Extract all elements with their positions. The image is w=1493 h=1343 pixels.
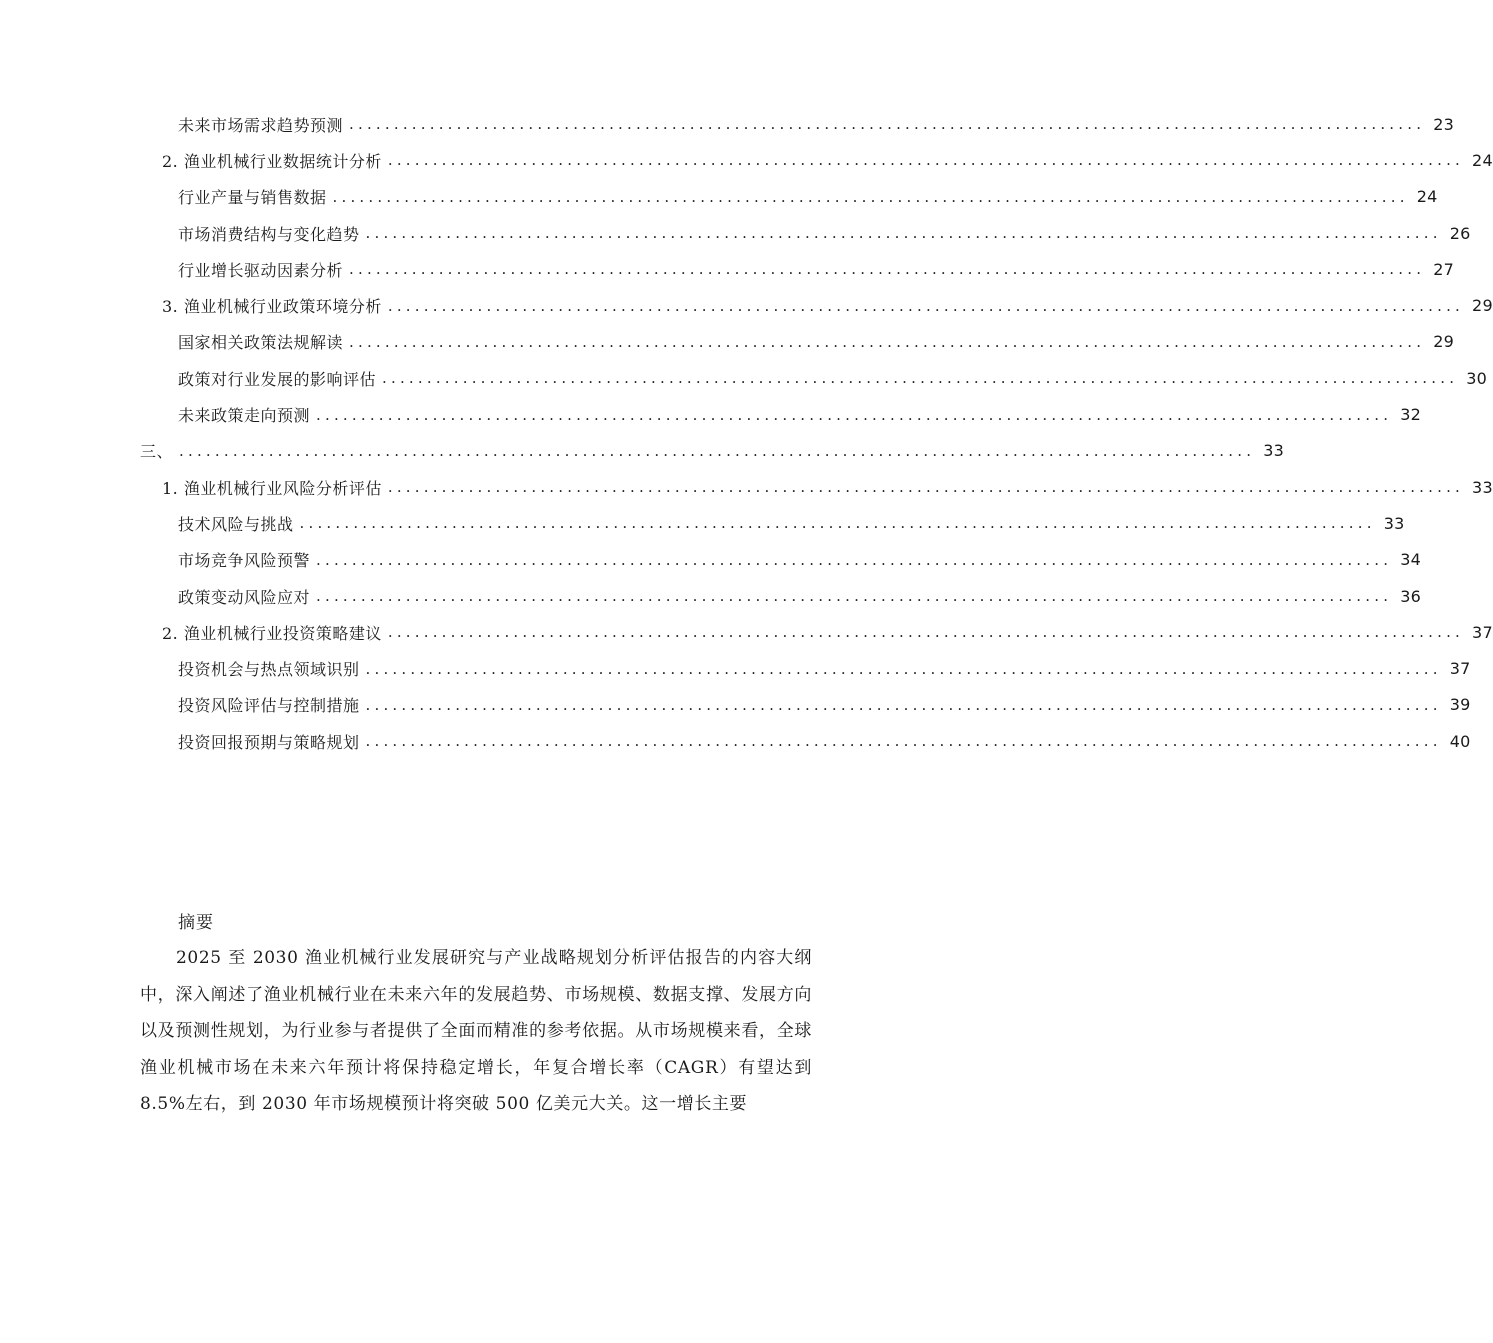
toc-page-number: 37 bbox=[1449, 659, 1471, 679]
toc-page-number: 30 bbox=[1466, 368, 1488, 388]
toc-entry-title: 三、 bbox=[140, 442, 174, 462]
toc-entry-title: 行业增长驱动因素分析 bbox=[178, 260, 344, 280]
toc-entry-title: 1. 渔业机械行业风险分析评估 bbox=[162, 478, 382, 498]
toc-leader-dots: ........................................................................................................................ bbox=[349, 260, 1426, 279]
toc-leader-dots: ........................................................................................................................ bbox=[299, 514, 1376, 533]
toc-entry[interactable] bbox=[0, 360, 1488, 396]
toc-entry[interactable] bbox=[0, 287, 1493, 323]
toc-leader-dots: ........................................................................................................................ bbox=[387, 623, 1465, 642]
toc-entry-title: 行业产量与销售数据 bbox=[178, 188, 327, 208]
toc-leader-dots: ........................................................................................................................ bbox=[316, 550, 1393, 569]
toc-entry[interactable] bbox=[0, 650, 1471, 686]
toc-entry[interactable] bbox=[0, 324, 1455, 360]
toc-entry-title: 市场竞争风险预警 bbox=[178, 551, 311, 571]
toc-entry[interactable] bbox=[0, 614, 1493, 650]
toc-entry-title: 3. 渔业机械行业政策环境分析 bbox=[162, 297, 382, 317]
toc-page-number: 34 bbox=[1400, 550, 1422, 570]
toc-entry[interactable] bbox=[0, 251, 1455, 287]
toc-leader-dots: ........................................................................................................................ bbox=[316, 405, 1393, 424]
toc-page-number: 26 bbox=[1449, 223, 1471, 243]
toc-leader-dots: ........................................................................................................................ bbox=[365, 695, 1442, 714]
toc-entry[interactable] bbox=[0, 578, 1422, 614]
toc-entry-title: 投资机会与热点领域识别 bbox=[178, 660, 360, 680]
toc-page-number: 33 bbox=[1383, 513, 1405, 533]
toc-entry[interactable] bbox=[0, 469, 1493, 505]
toc-entry-title: 国家相关政策法规解读 bbox=[178, 333, 344, 353]
toc-entry[interactable] bbox=[0, 396, 1422, 432]
toc-entry[interactable] bbox=[0, 433, 1285, 469]
toc-page-number: 24 bbox=[1472, 150, 1493, 170]
toc-leader-dots: ........................................................................................................................ bbox=[179, 441, 1256, 460]
toc-page-number: 29 bbox=[1472, 296, 1493, 316]
table-of-contents bbox=[0, 106, 1493, 759]
toc-page-number: 36 bbox=[1400, 586, 1422, 606]
toc-entry-title: 未来政策走向预测 bbox=[178, 406, 311, 426]
toc-page-number: 29 bbox=[1433, 332, 1455, 352]
toc-page-number: 37 bbox=[1472, 622, 1493, 642]
toc-entry-title: 未来市场需求趋势预测 bbox=[178, 115, 344, 135]
toc-leader-dots: ........................................................................................................................ bbox=[365, 732, 1442, 751]
toc-entry-title: 2. 渔业机械行业数据统计分析 bbox=[162, 151, 382, 171]
toc-entry-title: 2. 渔业机械行业投资策略建议 bbox=[162, 623, 382, 643]
toc-page-number: 39 bbox=[1449, 695, 1471, 715]
toc-leader-dots: ........................................................................................................................ bbox=[349, 332, 1426, 351]
summary-heading: 摘要 bbox=[178, 913, 214, 933]
toc-leader-dots: ........................................................................................................................ bbox=[387, 478, 1465, 497]
toc-entry[interactable] bbox=[0, 179, 1438, 215]
toc-entry-title: 投资风险评估与控制措施 bbox=[178, 696, 360, 716]
toc-leader-dots: ........................................................................................................................ bbox=[349, 115, 1426, 134]
toc-entry[interactable] bbox=[0, 505, 1405, 541]
toc-entry[interactable] bbox=[0, 215, 1471, 251]
toc-entry-title: 政策对行业发展的影响评估 bbox=[178, 369, 377, 389]
toc-page-number: 40 bbox=[1449, 731, 1471, 751]
toc-leader-dots: ........................................................................................................................ bbox=[387, 296, 1465, 315]
toc-entry[interactable] bbox=[0, 142, 1493, 178]
toc-entry[interactable] bbox=[0, 723, 1471, 759]
toc-leader-dots: ........................................................................................................................ bbox=[365, 659, 1442, 678]
summary-paragraph: 2025 至 2030 渔业机械行业发展研究与产业战略规划分析评估报告的内容大纲中，深入阐述了渔业机械行业在未来六年的发展趋势、市场规模、数据支撑、发展方向以及预测性规划，为行业参与者提供了全面而精准的参考依据。从市场规模来看，全球渔业机械市场在未来六年预计将保持稳定增长，年复合增长率（CAGR）有望达到 8.5%左右，到 2030 年市场规模预计将突破 500 亿美元大关。这一增长主要 bbox=[140, 948, 812, 1114]
toc-leader-dots: ........................................................................................................................ bbox=[387, 151, 1465, 170]
toc-entry-title: 市场消费结构与变化趋势 bbox=[178, 224, 360, 244]
toc-entry-title: 政策变动风险应对 bbox=[178, 587, 311, 607]
toc-leader-dots: ........................................................................................................................ bbox=[382, 369, 1459, 388]
toc-leader-dots: ........................................................................................................................ bbox=[332, 187, 1409, 206]
toc-entry-title: 投资回报预期与策略规划 bbox=[178, 732, 360, 752]
toc-entry-title: 技术风险与挑战 bbox=[178, 514, 294, 534]
toc-leader-dots: ........................................................................................................................ bbox=[365, 224, 1442, 243]
toc-entry[interactable] bbox=[0, 542, 1422, 578]
toc-entry[interactable] bbox=[0, 106, 1455, 142]
toc-page-number: 23 bbox=[1433, 114, 1455, 134]
toc-page-number: 24 bbox=[1416, 187, 1438, 207]
toc-page-number: 33 bbox=[1263, 441, 1285, 461]
toc-page-number: 32 bbox=[1400, 405, 1422, 425]
toc-leader-dots: ........................................................................................................................ bbox=[316, 587, 1393, 605]
toc-page-number: 33 bbox=[1472, 477, 1493, 497]
toc-entry[interactable] bbox=[0, 687, 1471, 723]
toc-page-number: 27 bbox=[1433, 259, 1455, 279]
